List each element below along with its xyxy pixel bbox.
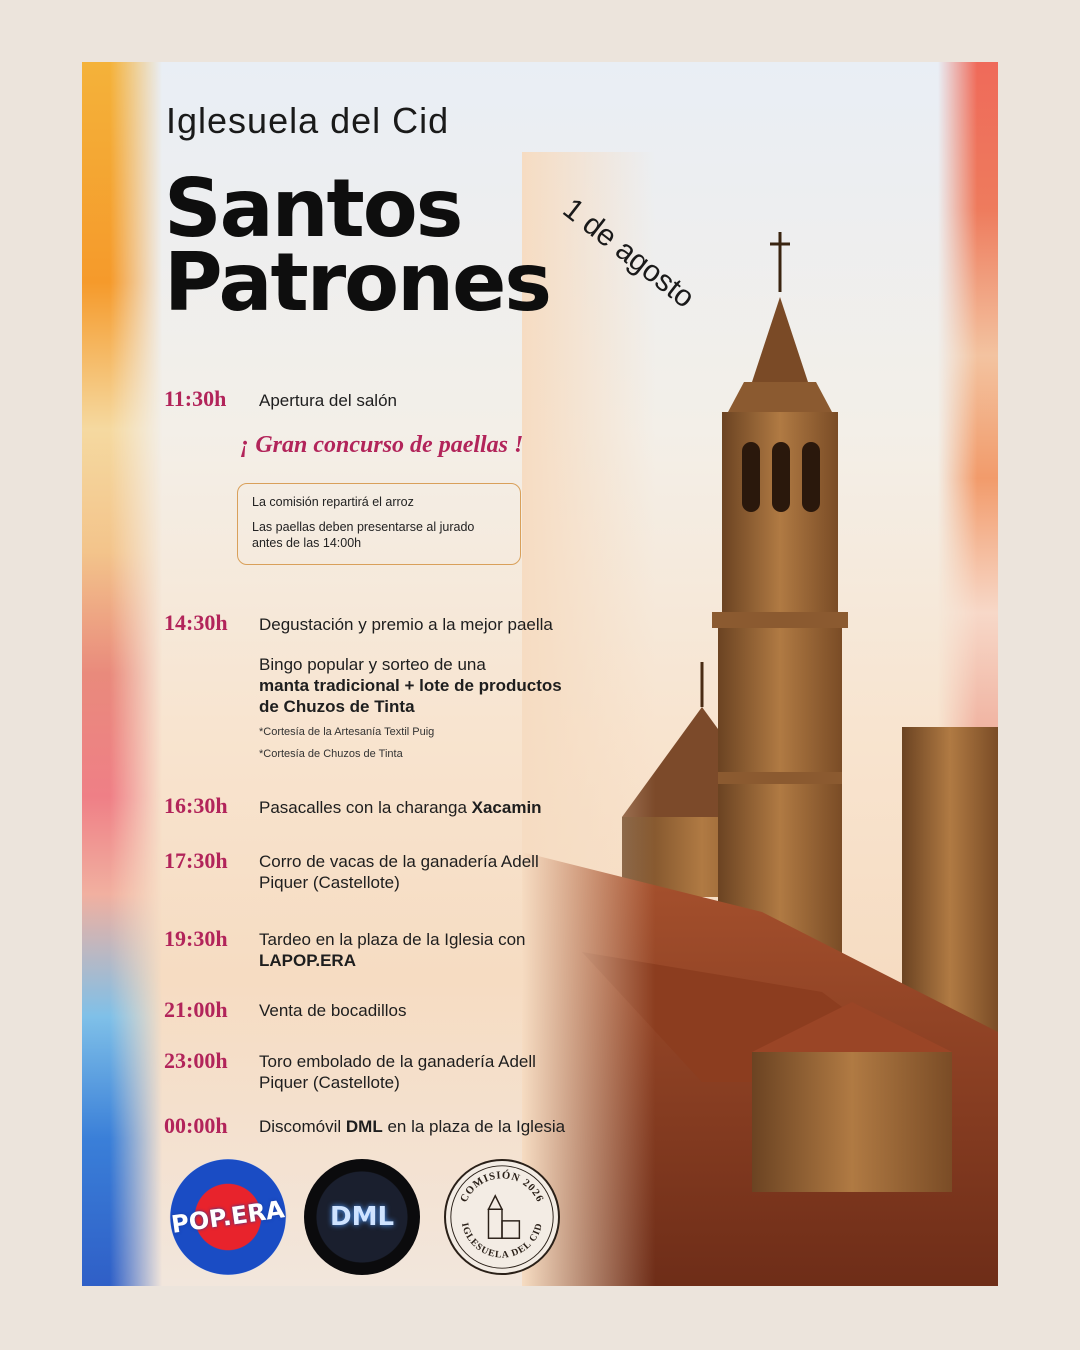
event-0000-text: Discomóvil (259, 1117, 346, 1136)
event-1930-bold: LAPOP.ERA (259, 951, 356, 970)
event-date: 1 de agosto (556, 192, 701, 315)
paella-note-2: Las paellas deben presentarse al jurado antes de las 14:00h (252, 520, 475, 550)
time-1430: 14:30h (164, 610, 228, 635)
event-1930 (259, 929, 549, 971)
event-1730: Corro de vacas de la ganadería Adell Piquer (Castellote) (259, 852, 539, 892)
paella-note-box (237, 483, 521, 565)
event-1130: Apertura del salón (259, 391, 397, 410)
time-1730: 17:30h (164, 848, 228, 873)
time-1130: 11:30h (164, 386, 227, 411)
event-1930-text: Tardeo en la plaza de la Iglesia con (259, 930, 526, 949)
popera-logo (170, 1159, 286, 1275)
bingo-prizes: manta tradicional + lote de productos de Chuzos de Tinta (259, 676, 562, 716)
comision-logo (444, 1159, 560, 1275)
event-1630-text: Pasacalles con la charanga (259, 798, 472, 817)
time-1930: 19:30h (164, 926, 228, 951)
time-0000: 00:00h (164, 1113, 228, 1138)
credit-1: *Cortesía de la Artesanía Textil Puig (259, 726, 435, 738)
popera-logo-text: POP.ERA (169, 1195, 287, 1239)
comision-bottom-text: IGLESUELA DEL CID (458, 1221, 546, 1261)
title-line1: Santos (164, 162, 462, 255)
place-name: Iglesuela del Cid (166, 100, 450, 141)
event-1630 (259, 797, 589, 818)
event-0000 (259, 1116, 599, 1137)
comision-top-text: COMISIÓN 2026 (458, 1170, 546, 1205)
festival-poster (82, 62, 998, 1286)
svg-text:COMISIÓN 2026 (459, 1169, 546, 1204)
dml-logo (304, 1159, 420, 1275)
event-2100: Venta de bocadillos (259, 1001, 407, 1020)
event-2300: Toro embolado de la ganadería Adell Piquer (Castellote) (259, 1052, 536, 1092)
event-1430: Degustación y premio a la mejor paella (259, 615, 553, 634)
bingo-text: Bingo popular y sorteo de una (259, 655, 486, 674)
title-line2: Patrones (164, 236, 550, 329)
time-2100: 21:00h (164, 997, 228, 1022)
time-1630: 16:30h (164, 793, 228, 818)
credit-2: *Cortesía de Chuzos de Tinta (259, 748, 403, 760)
event-0000-text-after: en la plaza de la Iglesia (382, 1117, 566, 1136)
paella-note-1: La comisión repartirá el arroz (252, 495, 414, 509)
dml-logo-text: DML (329, 1202, 395, 1232)
schedule (82, 62, 998, 1286)
paella-contest-heading: ¡ Gran concurso de paellas ! (240, 432, 524, 458)
event-0000-bold: DML (345, 1117, 383, 1136)
time-2300: 23:00h (164, 1048, 228, 1073)
event-1630-bold: Xacamin (471, 798, 542, 817)
